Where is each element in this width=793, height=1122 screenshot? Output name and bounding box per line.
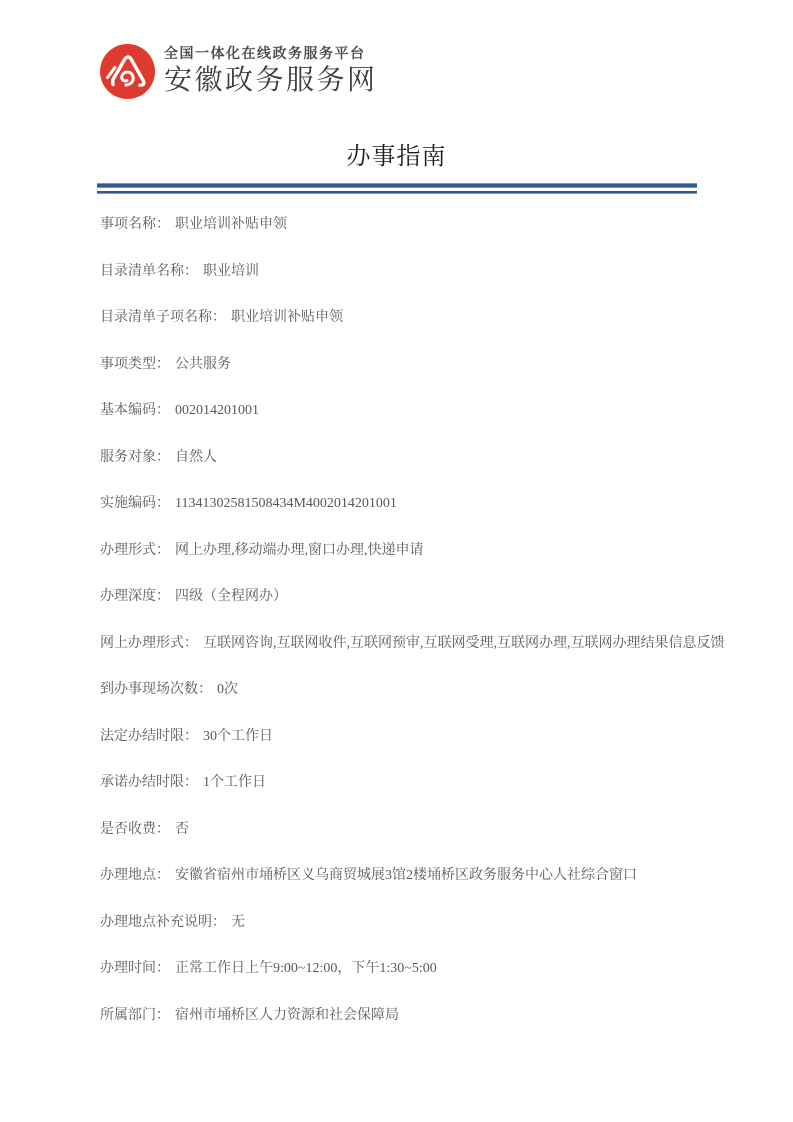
field-list [100, 202, 760, 1039]
site-header [100, 44, 378, 99]
field-value: 自然人 [175, 449, 217, 465]
field-row-implementation-code [100, 481, 760, 528]
field-label: 网上办理形式： [100, 635, 198, 651]
field-value: 安徽省宿州市埇桥区义乌商贸城展3馆2楼埇桥区政务服务中心人社综合窗口 [175, 868, 637, 883]
field-label: 目录清单子项名称： [100, 310, 226, 325]
field-label: 办理地点补充说明： [100, 914, 226, 930]
site-name: 安徽政务服务网 [164, 64, 378, 95]
anhui-government-emblem-icon [100, 44, 155, 99]
field-row-handling-hours [100, 946, 760, 993]
field-value: 0次 [217, 682, 238, 697]
field-label: 是否收费： [100, 821, 170, 837]
title-divider [97, 183, 697, 194]
field-row-charge-or-not [100, 807, 760, 854]
field-row-onsite-visits [100, 667, 760, 714]
field-label: 到办事现场次数： [100, 682, 212, 697]
field-label: 办理时间： [100, 961, 170, 976]
field-label: 事项类型： [100, 356, 170, 372]
field-row-department [100, 993, 760, 1040]
field-label: 目录清单名称： [100, 263, 198, 279]
field-value: 30个工作日 [203, 728, 273, 744]
page-title: 办事指南 [346, 144, 447, 170]
field-value: 公共服务 [175, 356, 231, 372]
field-value: 职业培训补贴申领 [175, 217, 287, 232]
field-row-basic-code [100, 388, 760, 435]
field-label: 事项名称： [100, 217, 170, 232]
field-row-item-name [100, 202, 760, 249]
field-value: 正常工作日上午9:00~12:00，下午1:30~5:00 [175, 961, 437, 976]
field-row-item-type [100, 342, 760, 389]
field-value: 网上办理,移动端办理,窗口办理,快递申请 [175, 542, 424, 558]
field-value: 互联网咨询,互联网收件,互联网预审,互联网受理,互联网办理,互联网办理结果信息反馈 [203, 635, 725, 651]
field-value: 职业培训补贴申领 [231, 310, 343, 325]
field-value: 四级（全程网办） [175, 589, 287, 604]
field-label: 承诺办结时限： [100, 775, 198, 790]
field-row-handling-location [100, 853, 760, 900]
field-row-handling-form [100, 528, 760, 575]
field-value: 否 [175, 821, 189, 837]
field-label: 基本编码： [100, 403, 170, 418]
field-label: 办理形式： [100, 542, 170, 558]
field-label: 办理深度： [100, 589, 170, 604]
divider-thin-line [97, 191, 697, 194]
field-row-catalog-name [100, 249, 760, 296]
field-label: 服务对象： [100, 449, 170, 465]
field-label: 法定办结时限： [100, 728, 198, 744]
platform-tagline: 全国一体化在线政务服务平台 [164, 45, 366, 61]
field-value: 宿州市埇桥区人力资源和社会保障局 [175, 1007, 399, 1023]
field-value: 无 [231, 914, 245, 930]
field-row-statutory-time-limit [100, 714, 760, 761]
field-value: 职业培训 [203, 263, 259, 279]
field-row-online-handling-form [100, 621, 760, 668]
field-value: 11341302581508434M4002014201001 [175, 496, 397, 511]
field-value: 002014201001 [175, 403, 259, 418]
field-row-handling-depth [100, 574, 760, 621]
field-row-catalog-subitem-name [100, 295, 760, 342]
field-row-promised-time-limit [100, 760, 760, 807]
field-value: 1个工作日 [203, 775, 266, 790]
field-label: 办理地点： [100, 868, 170, 883]
field-row-location-notes [100, 900, 760, 947]
field-label: 所属部门： [100, 1007, 170, 1023]
field-label: 实施编码： [100, 496, 170, 511]
field-row-service-target [100, 435, 760, 482]
brand-text [164, 44, 378, 97]
